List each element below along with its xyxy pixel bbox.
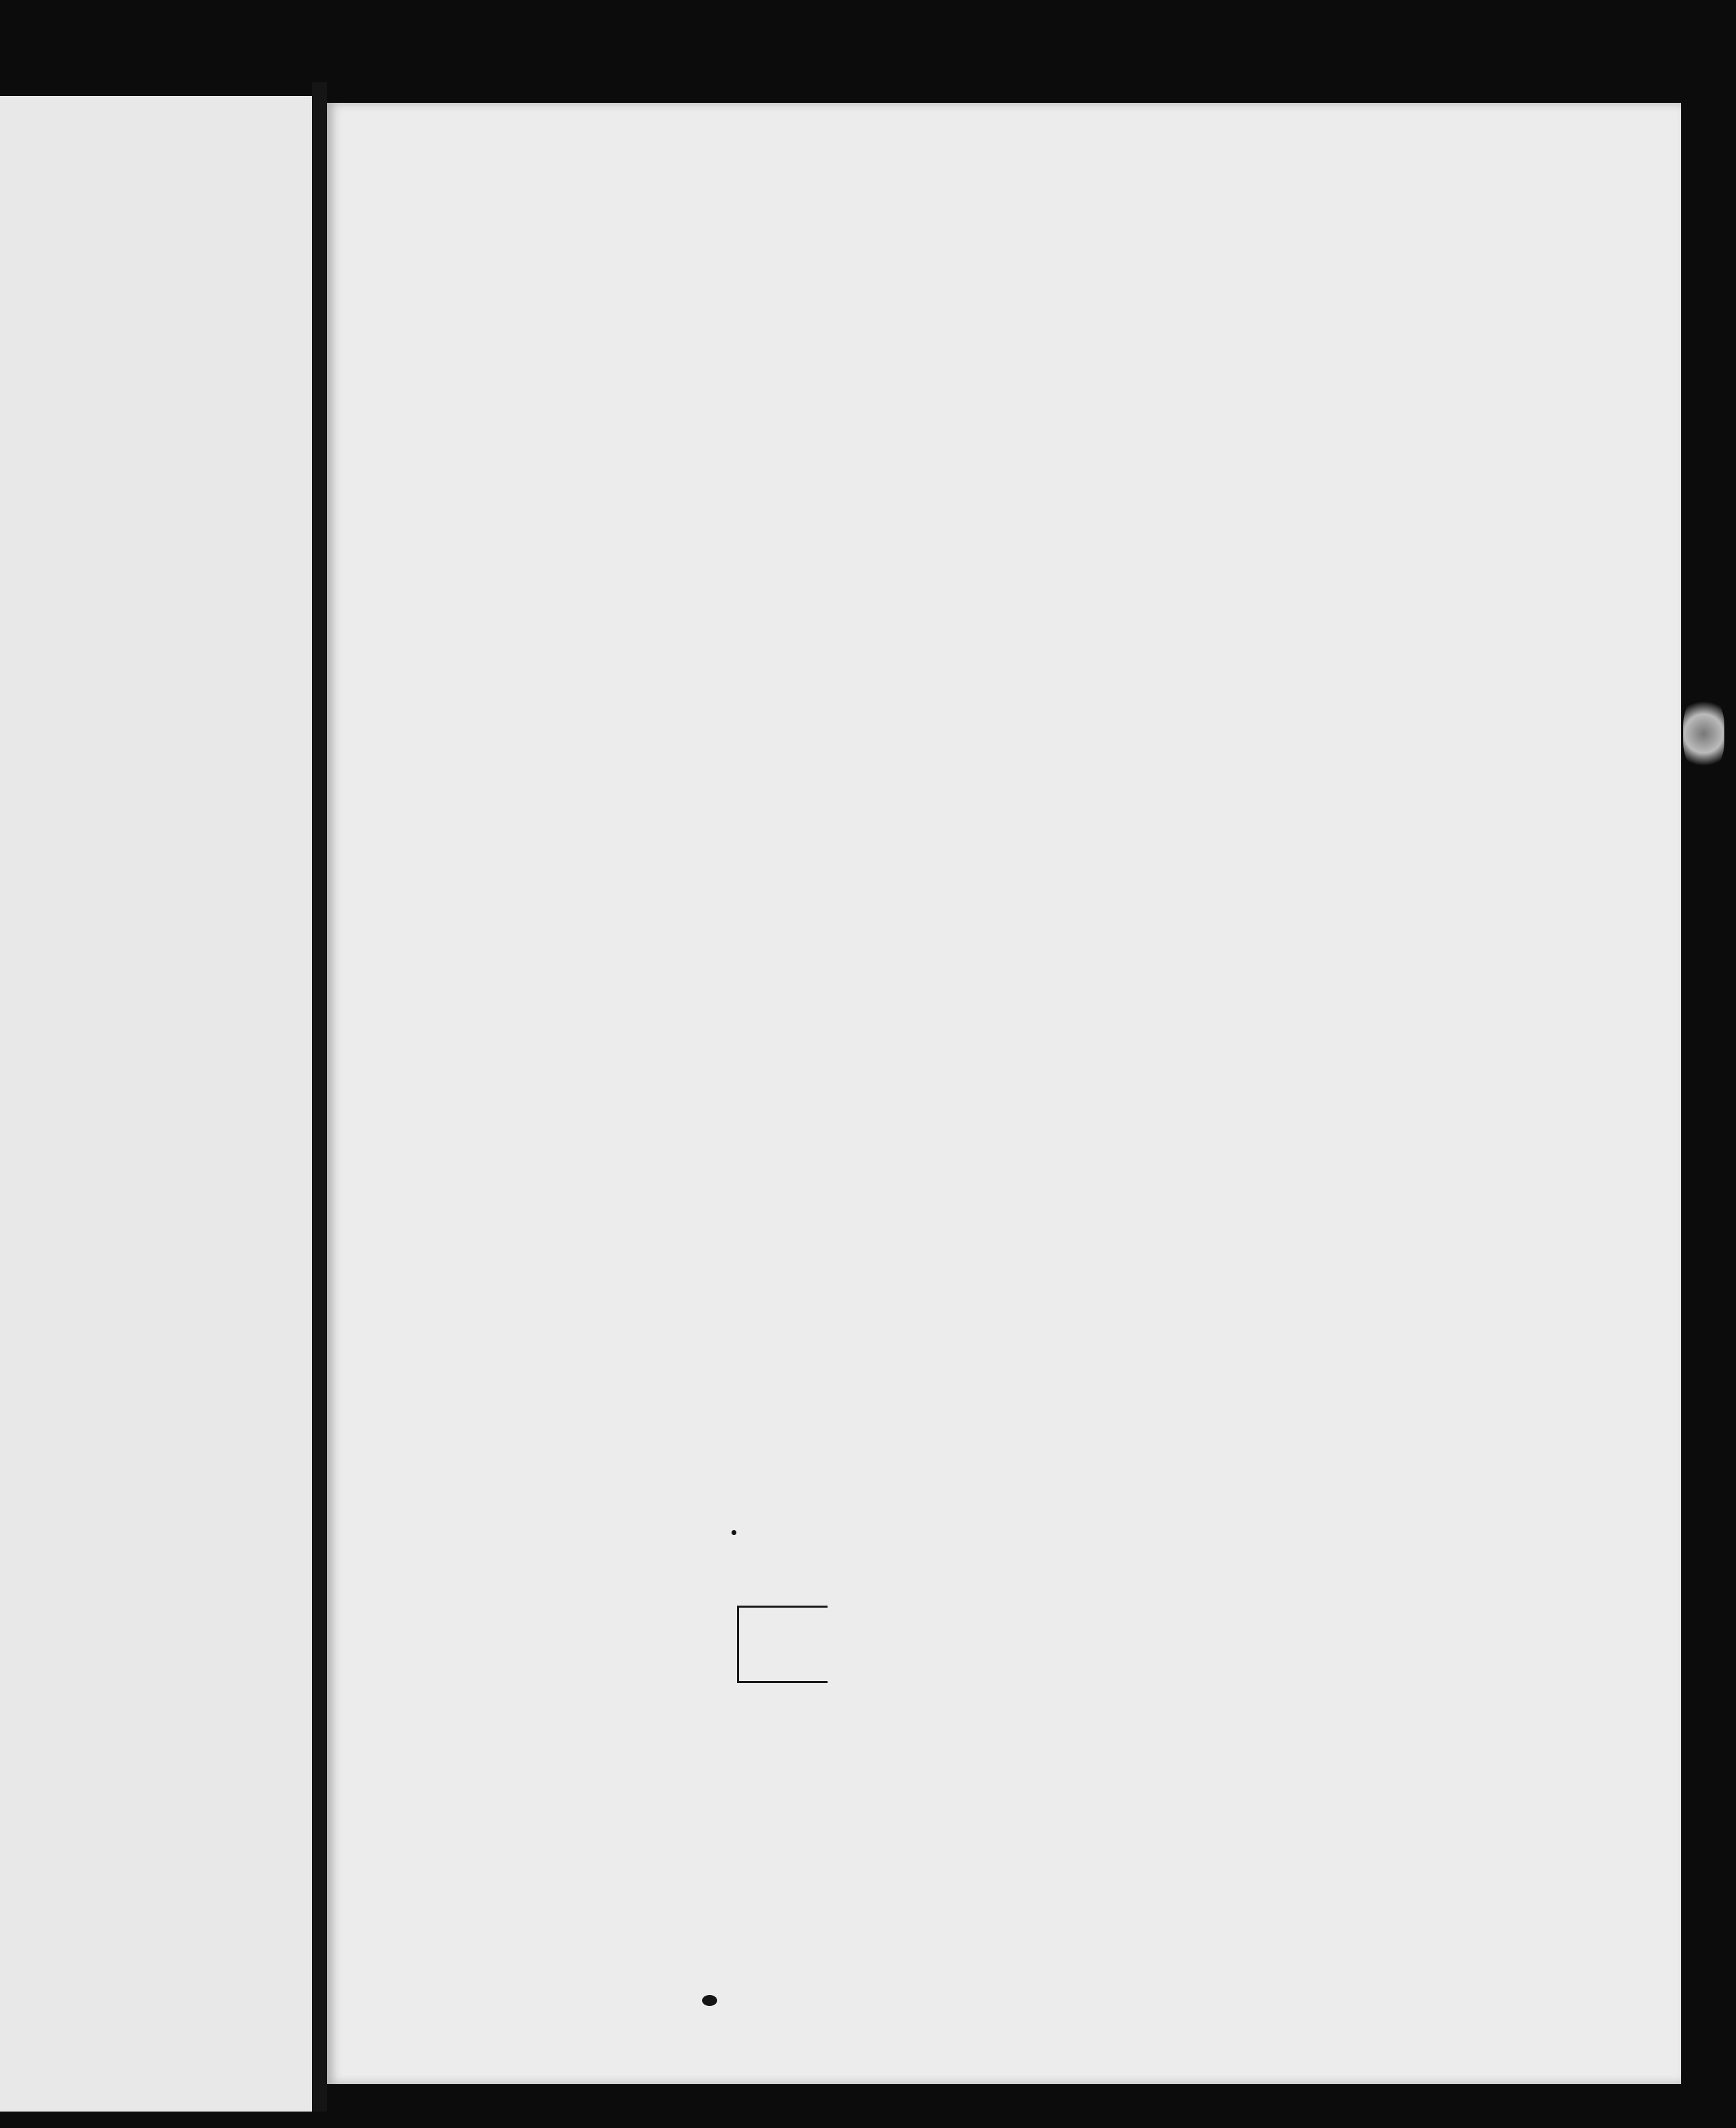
page-stain [1683,696,1724,771]
calc-rule [737,1606,828,1608]
book-gutter [312,82,327,2112]
example-heading [509,1482,537,1523]
calc-rule [737,1681,828,1683]
right-page [327,103,1681,2084]
ink-smudge [702,1995,717,2006]
section-heading [507,576,525,616]
calc-bracket [737,1606,739,1681]
left-page-fragment [0,96,312,2112]
